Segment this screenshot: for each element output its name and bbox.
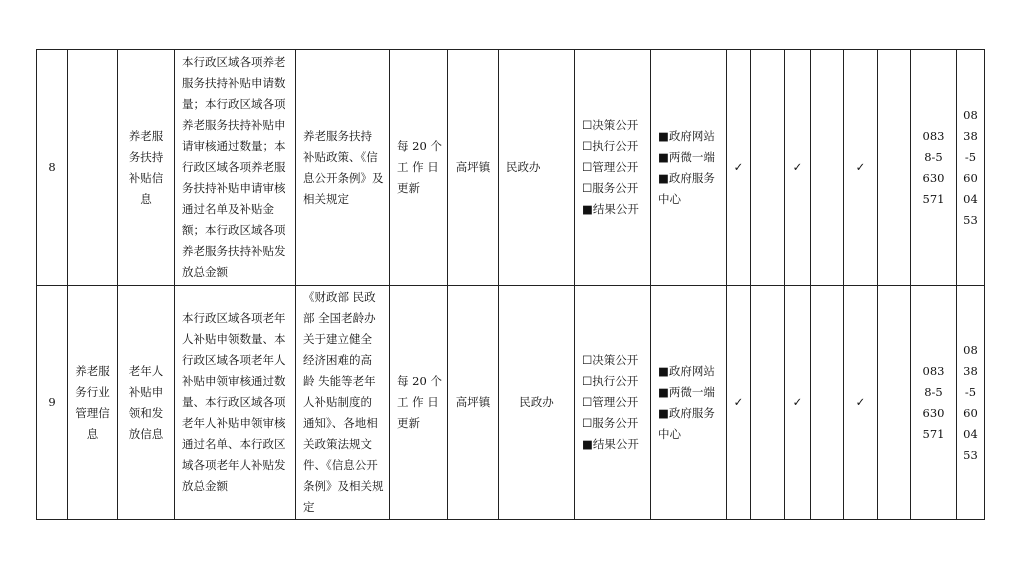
table-row (37, 286, 985, 520)
subject-cell: 高坪镇 (448, 286, 499, 520)
check-mark (878, 50, 911, 286)
check-mark: ✓ (727, 286, 751, 520)
phone-cell: 083 8-5 630 571 (911, 286, 957, 520)
item-cell: 养老服 务扶持 补贴信 息 (118, 50, 175, 286)
checkbox-management: ☐管理公开 (582, 160, 639, 174)
table-row (37, 50, 985, 286)
checkbox-decision: ☐决策公开 (582, 353, 639, 367)
department-cell: 民政办 (499, 286, 575, 520)
scope-cell (575, 50, 651, 286)
checkbox-decision: ☐决策公开 (582, 118, 639, 132)
check-mark (751, 286, 785, 520)
checkbox-service: ☐服务公开 (582, 181, 639, 195)
content-cell: 本行政区域各项老年 人补贴申领数量、本 行政区域各项老年人 补贴申领审核通过数 量、本行政区域各项 老年人补贴申领审核 通过名单、本行政区 域各项老年人补贴发 放总金额 (175, 286, 296, 520)
update-time-cell: 每 20 个 工 作 日 更新 (390, 286, 448, 520)
content-cell: 本行政区域各项养老 服务扶持补贴申请数 量；本行政区域各项 养老服务扶持补贴申 请审核通过数量；本 行政区域各项养老服 务扶持补贴申请审核 通过名单及补贴金 额；本行政区域各项 养老服务扶持补贴发 放总金额 (175, 50, 296, 286)
checkbox-result: ■结果公开 (582, 202, 639, 216)
checkbox-result: ■结果公开 (582, 437, 639, 451)
checkbox-execution: ☐执行公开 (582, 139, 639, 153)
check-mark (811, 50, 844, 286)
check-mark: ✓ (844, 286, 878, 520)
check-mark: ✓ (727, 50, 751, 286)
update-time-cell: 每 20 个 工 作 日 更新 (390, 50, 448, 286)
check-mark: ✓ (785, 286, 811, 520)
check-mark: ✓ (844, 50, 878, 286)
row-number: 9 (37, 286, 68, 520)
basis-cell: 养老服务扶持 补贴政策、《信 息公开条例》及 相关规定 (296, 50, 390, 286)
check-mark (751, 50, 785, 286)
row-number: 8 (37, 50, 68, 286)
channel-cell: ■政府网站 ■两微一端 ■政府服务 中心 (651, 50, 727, 286)
check-mark (878, 286, 911, 520)
scope-cell (575, 286, 651, 520)
phone-cell: 083 8-5 630 571 (911, 50, 957, 286)
category-cell (68, 50, 118, 286)
subject-cell: 高坪镇 (448, 50, 499, 286)
check-mark: ✓ (785, 50, 811, 286)
phone-cell-alt: 08 38 -5 60 04 53 (957, 286, 985, 520)
checkbox-execution: ☐执行公开 (582, 374, 639, 388)
item-cell: 老年人 补贴申 领和发 放信息 (118, 286, 175, 520)
category-cell: 养老服 务行业 管理信 息 (68, 286, 118, 520)
checkbox-management: ☐管理公开 (582, 395, 639, 409)
channel-cell: ■政府网站 ■两微一端 ■政府服务 中心 (651, 286, 727, 520)
department-cell: 民政办 (499, 50, 575, 286)
disclosure-table (36, 49, 985, 520)
basis-cell: 《财政部 民政 部 全国老龄办 关于建立健全 经济困难的高 龄 失能等老年 人补贴制度的 通知》、各地相 关政策法规文 件、《信息公开 条例》及相关规 定 (296, 286, 390, 520)
phone-cell-alt: 08 38 -5 60 04 53 (957, 50, 985, 286)
check-mark (811, 286, 844, 520)
checkbox-service: ☐服务公开 (582, 416, 639, 430)
